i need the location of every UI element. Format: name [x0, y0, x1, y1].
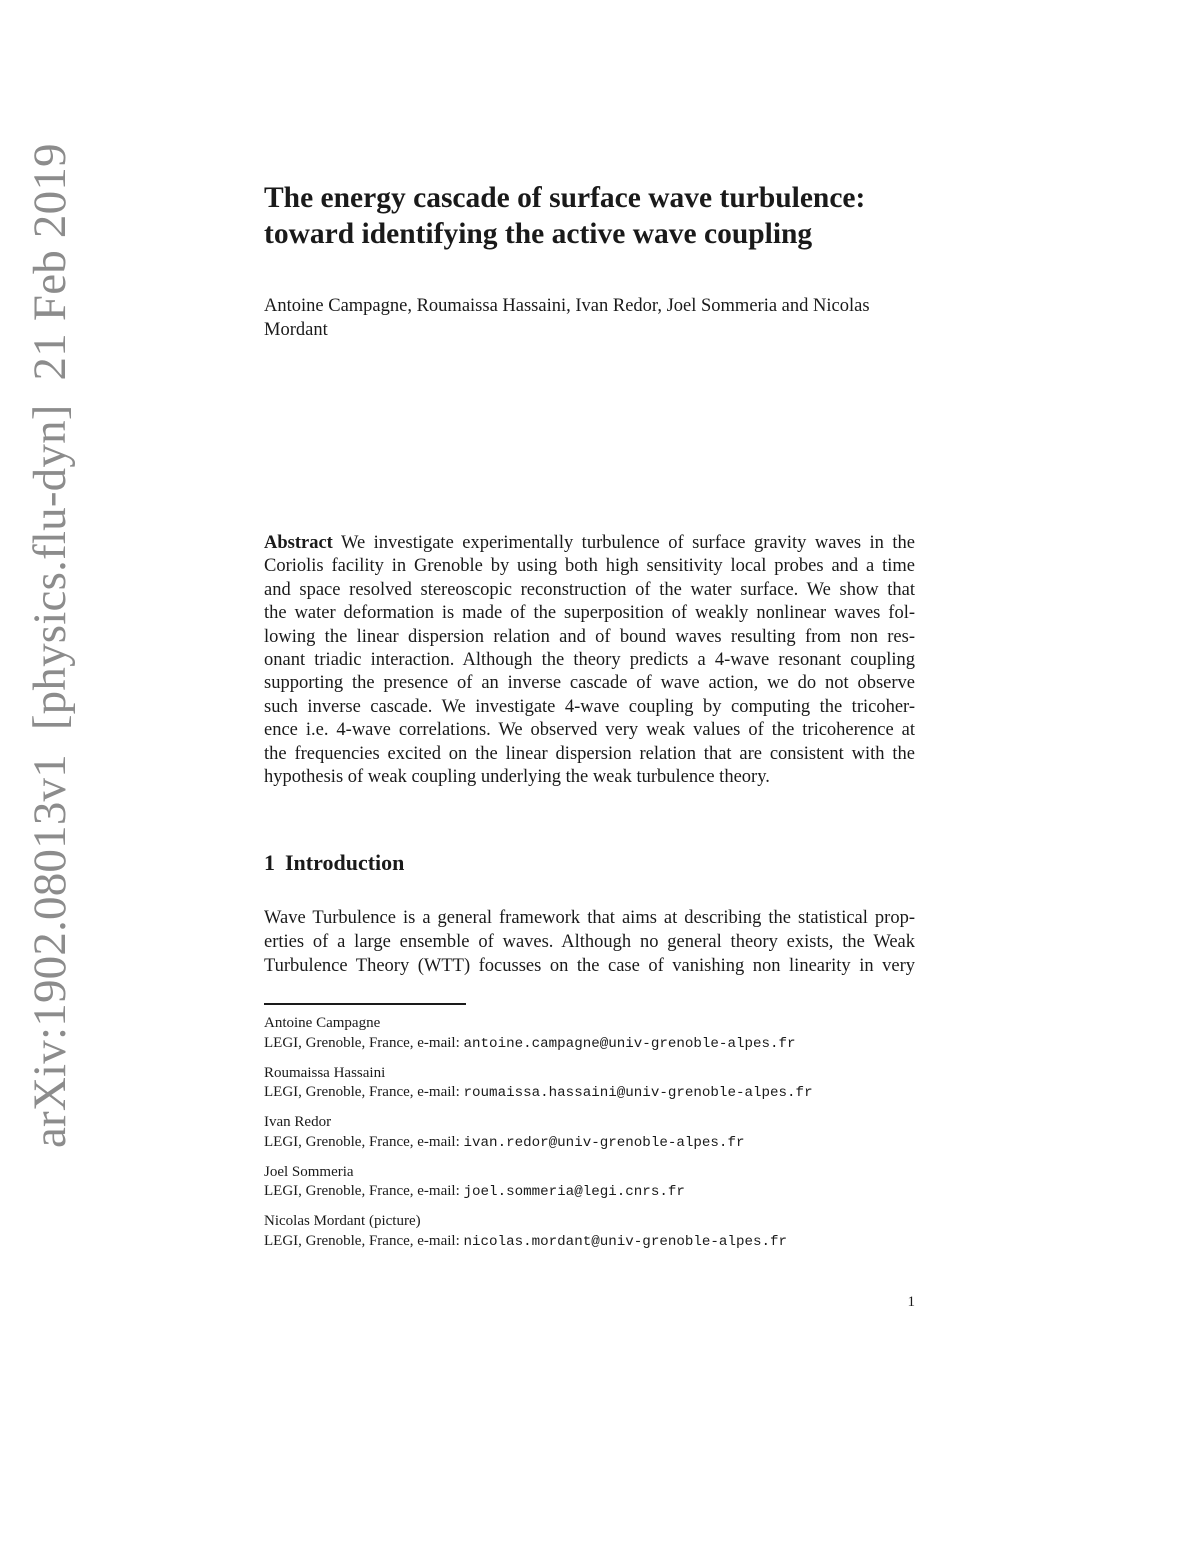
author-footnote	[264, 1212, 924, 1252]
page-number: 1	[907, 1294, 915, 1310]
author-footnote	[264, 1014, 924, 1054]
abstract-label: Abstract	[264, 533, 333, 553]
abstract-line: ence i.e. 4-wave correlations. We observed very weak values of the tricoherence at	[264, 720, 915, 741]
author-footnotes	[264, 1014, 924, 1262]
introduction-paragraph	[264, 906, 915, 978]
footnote-affiliation-line	[264, 1034, 924, 1055]
footnote-affiliation: LEGI, Grenoble, France, e-mail:	[264, 1183, 464, 1199]
arxiv-identifier-stamp: arXiv:1902.08013v1 [physics.flu-dyn] 21 Feb 2019	[24, 143, 76, 1148]
footnote-author-name: Ivan Redor	[264, 1114, 332, 1130]
footnote-author-name: Antoine Campagne	[264, 1015, 381, 1031]
footnote-email: roumaissa.hassaini@univ-grenoble-alpes.fr	[463, 1085, 813, 1101]
author-list	[264, 294, 924, 342]
abstract-text: We investigate experimentally turbulence of surface gravity waves in the	[332, 533, 915, 553]
author-footnote	[264, 1113, 924, 1153]
author-footnote	[264, 1064, 924, 1104]
paper-title-line-2: toward identifying the active wave coupling	[264, 218, 813, 250]
abstract-line: lowing the linear dispersion relation and of bound waves resulting from non res-	[264, 626, 915, 647]
footnote-affiliation-line	[264, 1232, 924, 1253]
footnote-author-name: Joel Sommeria	[264, 1163, 354, 1180]
footnote-author-name: Nicolas Mordant (picture)	[264, 1213, 421, 1229]
abstract-line	[264, 532, 915, 555]
footnote-email: ivan.redor@univ-grenoble-alpes.fr	[463, 1134, 745, 1151]
section-number: 1	[264, 850, 275, 875]
abstract-line: hypothesis of weak coupling underlying the weak turbulence theory.	[264, 766, 770, 787]
footnote-affiliation-line	[264, 1133, 924, 1154]
footnote-affiliation: LEGI, Grenoble, France, e-mail:	[264, 1084, 464, 1100]
footnote-divider	[264, 1003, 466, 1005]
author-list-line-2: Mordant	[264, 320, 328, 340]
paragraph-line: Turbulence Theory (WTT) focusses on the case of vanishing non linearity in very	[264, 956, 915, 976]
author-footnote	[264, 1163, 924, 1203]
abstract-line: Coriolis facility in Grenoble by using both high sensitivity local probes and a time	[264, 556, 915, 577]
paragraph-line: erties of a large ensemble of waves. Although no general theory exists, the Weak	[264, 932, 915, 952]
footnote-affiliation-line	[264, 1182, 924, 1203]
footnote-affiliation: LEGI, Grenoble, France, e-mail:	[264, 1034, 464, 1051]
section-heading-introduction	[264, 849, 404, 877]
abstract-line: the frequencies excited on the linear dispersion relation that are consistent with the	[264, 743, 915, 764]
paper-title	[264, 180, 924, 252]
author-list-line-1: Antoine Campagne, Roumaissa Hassaini, Ivan Redor, Joel Sommeria and Nicolas	[264, 296, 870, 316]
abstract-line: supporting the presence of an inverse cascade of wave action, we do not observe	[264, 673, 915, 694]
paper-title-line-1: The energy cascade of surface wave turbulence:	[264, 182, 866, 214]
paragraph-line: Wave Turbulence is a general framework that aims at describing the statistical prop-	[264, 908, 915, 928]
footnote-affiliation: LEGI, Grenoble, France, e-mail:	[264, 1133, 464, 1150]
abstract-line: and space resolved stereoscopic reconstruction of the water surface. We show that	[264, 579, 915, 600]
abstract-line: such inverse cascade. We investigate 4-wave coupling by computing the tricoher-	[264, 696, 915, 717]
abstract-line: onant triadic interaction. Although the theory predicts a 4-wave resonant coupling	[264, 649, 915, 670]
abstract	[264, 532, 915, 789]
footnote-email: antoine.campagne@univ-grenoble-alpes.fr	[463, 1035, 796, 1052]
abstract-line: the water deformation is made of the superposition of weakly nonlinear waves fol-	[264, 603, 915, 624]
footnote-email: joel.sommeria@legi.cnrs.fr	[463, 1184, 685, 1200]
footnote-affiliation-line	[264, 1083, 924, 1104]
footnote-affiliation: LEGI, Grenoble, France, e-mail:	[264, 1232, 464, 1249]
footnote-author-name: Roumaissa Hassaini	[264, 1064, 386, 1081]
section-title: Introduction	[285, 850, 405, 875]
footnote-email: nicolas.mordant@univ-grenoble-alpes.fr	[463, 1233, 788, 1250]
